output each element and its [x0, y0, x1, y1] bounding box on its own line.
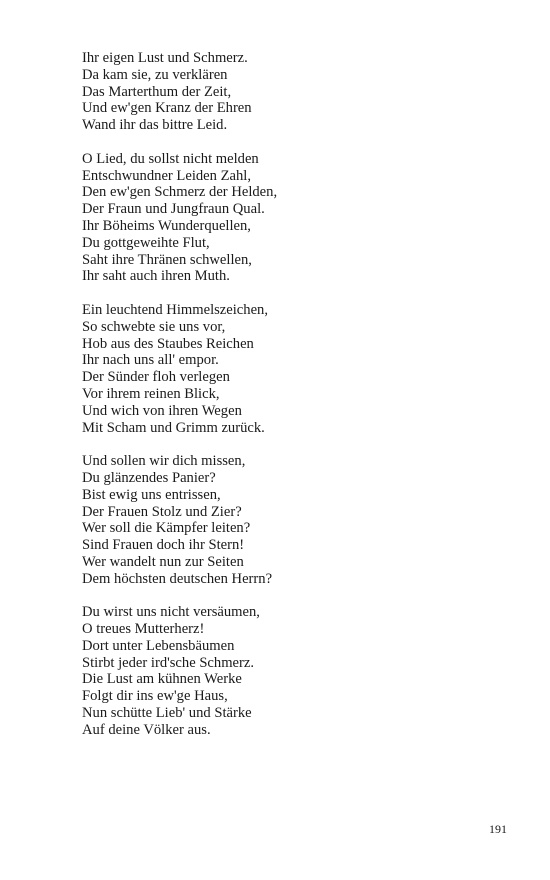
- poem-line: Der Frauen Stolz und Zier?: [82, 503, 242, 520]
- poem-body: [82, 50, 482, 755]
- poem-line: Du gottgeweihte Flut,: [82, 234, 210, 251]
- poem-line: Die Lust am kühnen Werke: [82, 671, 242, 688]
- stanza: [82, 50, 482, 134]
- poem-line: Bist ewig uns entrissen,: [82, 486, 221, 503]
- stanza: [82, 302, 482, 436]
- poem-line: Stirbt jeder ird'sche Schmerz.: [82, 654, 255, 671]
- page-number: 191: [489, 822, 507, 836]
- poem-line: Ihr Böheims Wunderquellen,: [82, 217, 251, 234]
- poem-line: Du wirst uns nicht versäumen,: [82, 604, 260, 621]
- poem-line: Hob aus des Staubes Reichen: [82, 335, 254, 352]
- poem-line: Dem höchsten deutschen Herrn?: [82, 570, 273, 587]
- poem-line: Entschwundner Leiden Zahl,: [82, 167, 251, 184]
- poem-line: Ihr saht auch ihren Muth.: [82, 268, 230, 285]
- poem-line: Wer wandelt nun zur Seiten: [82, 553, 244, 570]
- poem-line: Vor ihrem reinen Blick,: [82, 385, 220, 402]
- poem-line: Und sollen wir dich missen,: [82, 453, 246, 470]
- poem-line: O treues Mutterherz!: [82, 621, 205, 638]
- poem-line: Und ew'gen Kranz der Ehren: [82, 100, 252, 117]
- poem-line: Wand ihr das bittre Leid.: [82, 117, 228, 134]
- poem-line: Und wich von ihren Wegen: [82, 402, 242, 419]
- poem-line: Saht ihre Thränen schwellen,: [82, 251, 252, 268]
- poem-line: Da kam sie, zu verklären: [82, 66, 228, 83]
- poem-line: Wer soll die Kämpfer leiten?: [82, 520, 251, 537]
- poem-line: Der Sünder floh verlegen: [82, 369, 230, 386]
- poem-line: Den ew'gen Schmerz der Helden,: [82, 184, 278, 201]
- poem-line: O Lied, du sollst nicht melden: [82, 150, 259, 167]
- stanza: [82, 604, 482, 738]
- stanza: [82, 453, 482, 587]
- poem-line: Ihr nach uns all' empor.: [82, 352, 219, 369]
- poem-line: Das Marterthum der Zeit,: [82, 83, 232, 100]
- poem-line: Auf deine Völker aus.: [82, 721, 211, 738]
- stanza: [82, 151, 482, 285]
- poem-line: Dort unter Lebensbäumen: [82, 637, 235, 654]
- poem-line: Ihr eigen Lust und Schmerz.: [82, 50, 248, 66]
- poem-line: Mit Scham und Grimm zurück.: [82, 419, 265, 436]
- poem-line: Sind Frauen doch ihr Stern!: [82, 537, 245, 554]
- poem-line: So schwebte sie uns vor,: [82, 318, 226, 335]
- poem-line: Folgt dir ins ew'ge Haus,: [82, 688, 228, 705]
- poem-line: Ein leuchtend Himmelszeichen,: [82, 301, 269, 318]
- poem-line: Der Fraun und Jungfraun Qual.: [82, 201, 265, 218]
- poem-line: Nun schütte Lieb' und Stärke: [82, 705, 252, 722]
- poem-line: Du glänzendes Panier?: [82, 469, 216, 486]
